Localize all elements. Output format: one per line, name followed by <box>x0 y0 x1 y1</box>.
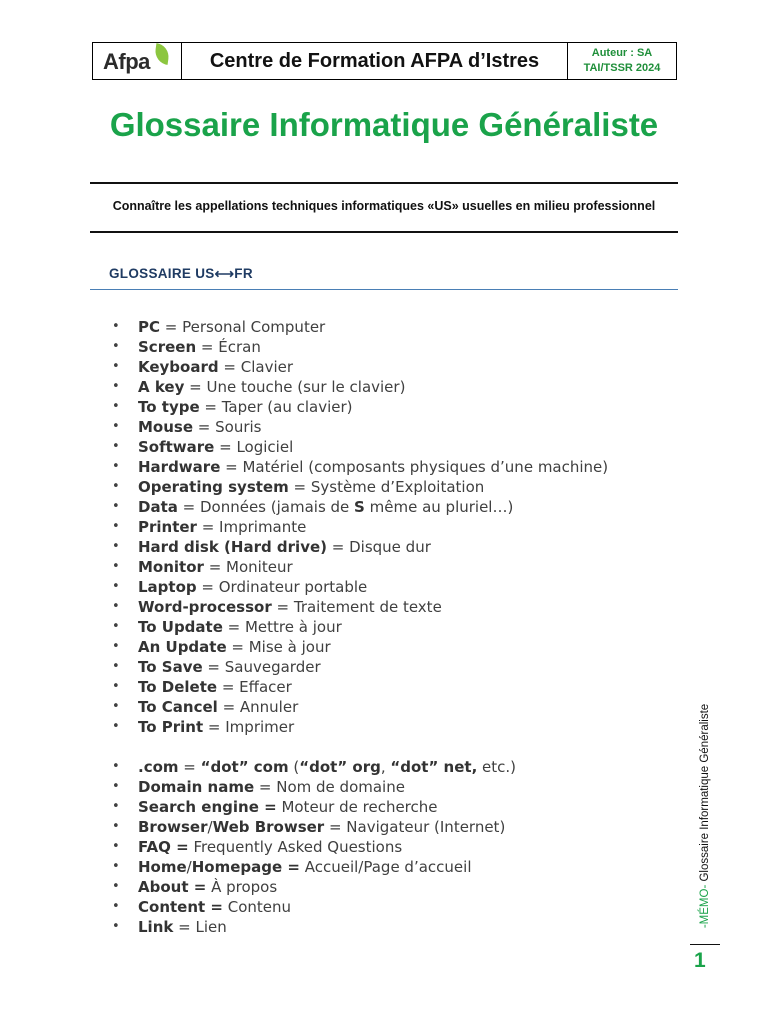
page-number: 1 <box>694 949 706 972</box>
list-item <box>112 397 608 417</box>
glossary-term: Home <box>138 858 187 876</box>
glossary-definition: = Logiciel <box>214 438 294 456</box>
glossary-definition: = Lien <box>173 918 227 936</box>
glossary-definition: = Ordinateur portable <box>196 578 368 596</box>
glossary-definition: = Effacer <box>217 678 292 696</box>
side-title: Glossaire Informatique Généraliste <box>699 703 711 885</box>
logo-text: Afpa <box>103 49 150 74</box>
section-underline <box>90 289 678 290</box>
leaf-icon <box>154 43 171 65</box>
list-item <box>112 477 608 497</box>
glossary-term: Data <box>138 498 178 516</box>
list-item <box>112 457 608 477</box>
author-name: Auteur : SA <box>591 47 653 59</box>
glossary-definition: = Souris <box>193 418 262 436</box>
glossary-term: FAQ = <box>138 838 189 856</box>
list-item <box>112 537 608 557</box>
list-item <box>112 637 608 657</box>
divider-top <box>90 182 678 184</box>
glossary-definition: = Clavier <box>218 358 294 376</box>
list-item <box>112 517 608 537</box>
list-item <box>112 357 608 377</box>
glossary-definition: Frequently Asked Questions <box>188 838 403 856</box>
glossary-term: Software <box>138 438 215 456</box>
page-number-rule <box>690 944 720 945</box>
list-item <box>112 497 608 517</box>
glossary-definition: À propos <box>206 878 278 896</box>
glossary-definition: = Imprimer <box>203 718 295 736</box>
author-course: TAI/TSSR 2024 <box>583 62 661 74</box>
glossary-term: “dot” org <box>299 758 381 776</box>
memo-tag: -MÉMO- <box>699 884 711 929</box>
glossary-definition: = Mise à jour <box>226 638 331 656</box>
glossary-term: Web Browser <box>212 818 325 836</box>
glossary-definition: = <box>178 758 201 776</box>
glossary-term: To Save <box>138 658 203 676</box>
subtitle: Connaître les appellations techniques informatiques «US» usuelles en milieu professionnel <box>112 199 656 213</box>
glossary-definition-tail: même au pluriel…) <box>364 498 514 516</box>
list-item <box>112 337 608 357</box>
glossary-term: Search engine = <box>138 798 277 816</box>
list-item <box>112 697 608 717</box>
glossary-term: A key <box>138 378 185 396</box>
glossary-definition: = Nom de domaine <box>254 778 405 796</box>
glossary-term: An Update <box>138 638 227 656</box>
list-item <box>112 437 608 457</box>
glossary-term: Screen <box>138 338 197 356</box>
glossary-definition: , <box>380 758 391 776</box>
glossary-definition: = Traitement de texte <box>271 598 442 616</box>
document-header <box>92 42 677 80</box>
glossary-term: Word-processor <box>138 598 272 616</box>
glossary-definition: = Disque dur <box>327 538 431 556</box>
glossary-definition: = Une touche (sur le clavier) <box>184 378 406 396</box>
glossary-term: Hard disk (Hard drive) <box>138 538 328 556</box>
glossary-definition: = Personal Computer <box>160 318 326 336</box>
list-item <box>112 917 516 937</box>
glossary-term: “dot” com <box>200 758 289 776</box>
glossary-term: Laptop <box>138 578 197 596</box>
emphasis: S <box>354 498 365 516</box>
glossary-term: To Cancel <box>138 698 218 716</box>
glossary-list-hardware <box>112 317 608 737</box>
glossary-list-web <box>112 757 516 937</box>
list-item <box>112 877 516 897</box>
glossary-definition: = Mettre à jour <box>222 618 342 636</box>
glossary-definition: / <box>186 858 192 876</box>
list-item <box>112 417 608 437</box>
glossary-term: To type <box>138 398 200 416</box>
list-item <box>112 377 608 397</box>
page-title: Glossaire Informatique Généraliste <box>109 106 659 143</box>
glossary-term: Homepage = <box>191 858 300 876</box>
list-item <box>112 777 516 797</box>
list-item <box>112 857 516 877</box>
glossary-definition: = Annuler <box>217 698 299 716</box>
glossary-term: “dot” net, <box>390 758 478 776</box>
glossary-term: Browser <box>138 818 208 836</box>
glossary-definition: = Navigateur (Internet) <box>324 818 506 836</box>
list-item <box>112 577 608 597</box>
list-item <box>112 837 516 857</box>
glossary-definition: = Matériel (composants physiques d’une machine) <box>220 458 609 476</box>
glossary-term: Monitor <box>138 558 204 576</box>
list-item <box>112 677 608 697</box>
glossary-term: Keyboard <box>138 358 219 376</box>
list-item <box>112 617 608 637</box>
author-box <box>568 43 676 79</box>
glossary-term: Printer <box>138 518 197 536</box>
glossary-term: Hardware <box>138 458 221 476</box>
side-label-text <box>699 704 711 928</box>
glossary-term: Content = <box>138 898 223 916</box>
list-item <box>112 317 608 337</box>
divider-bottom <box>90 231 678 233</box>
glossary-term: Link <box>138 918 174 936</box>
glossary-definition: = Écran <box>196 338 261 356</box>
glossary-definition: ( <box>288 758 300 776</box>
glossary-term: Operating system <box>138 478 289 496</box>
glossary-definition: / <box>207 818 213 836</box>
glossary-definition: = Sauvegarder <box>202 658 321 676</box>
glossary-term: To Update <box>138 618 223 636</box>
afpa-logo <box>93 43 182 79</box>
list-item <box>112 717 608 737</box>
glossary-definition: etc.) <box>477 758 517 776</box>
glossary-term: About = <box>138 878 207 896</box>
glossary-definition: Moteur de recherche <box>276 798 438 816</box>
list-item <box>112 817 516 837</box>
glossary-term: .com <box>138 758 179 776</box>
glossary-definition: = Données (jamais de <box>177 498 355 516</box>
list-item <box>112 657 608 677</box>
glossary-definition: Contenu <box>222 898 292 916</box>
section-heading: GLOSSAIRE US⟷FR <box>109 266 253 281</box>
list-item <box>112 797 516 817</box>
glossary-term: To Print <box>138 718 204 736</box>
glossary-definition: = Imprimante <box>196 518 307 536</box>
glossary-definition: = Moniteur <box>203 558 293 576</box>
glossary-term: Mouse <box>138 418 194 436</box>
side-label <box>695 696 715 936</box>
list-item <box>112 897 516 917</box>
glossary-definition: Accueil/Page d’accueil <box>299 858 472 876</box>
glossary-term: To Delete <box>138 678 218 696</box>
glossary-definition: = Taper (au clavier) <box>199 398 353 416</box>
list-item <box>112 597 608 617</box>
glossary-term: PC <box>138 318 161 336</box>
list-item <box>112 557 608 577</box>
glossary-definition: = Système d’Exploitation <box>288 478 485 496</box>
glossary-term: Domain name <box>138 778 255 796</box>
list-item <box>112 757 516 777</box>
center-title: Centre de Formation AFPA d’Istres <box>182 43 568 79</box>
